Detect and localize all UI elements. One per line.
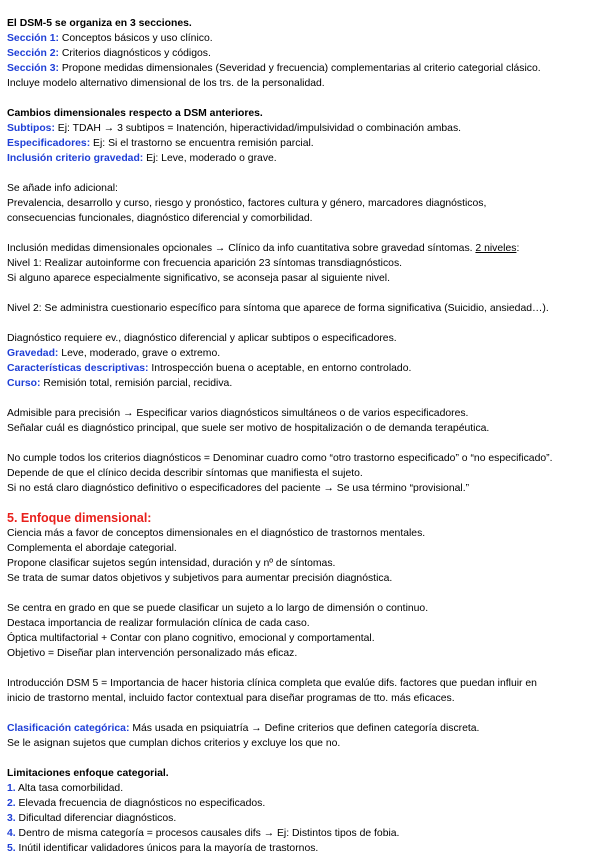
section-2-label: Sección 2: <box>7 48 59 59</box>
limitation-text: Dificultad diferenciar diagnósticos. <box>15 813 177 824</box>
course-label: Curso: <box>7 378 41 389</box>
categorical-label: Clasificación categórica: <box>7 723 130 734</box>
limitations-title: Limitaciones enfoque categorial. <box>7 768 169 779</box>
dimensional-changes-title: Cambios dimensionales respecto a DSM anteriores. <box>7 108 263 119</box>
limitation-item <box>7 796 600 811</box>
continuum-line-4: Objetivo = Diseñar plan intervención personalizado más eficaz. <box>7 648 298 659</box>
sections-title: El DSM-5 se organiza en 3 secciones. <box>7 18 192 29</box>
limitation-text: Elevada frecuencia de diagnósticos no especificados. <box>15 798 266 809</box>
section-1-label: Sección 1: <box>7 33 59 44</box>
dsm5-intro-line-2: inicio de trastorno mental, incluido factor contextual para diseñar programas de tto. más eficaces. <box>7 693 455 704</box>
limitation-item <box>7 826 600 841</box>
limitation-text: Inútil identificar validadores únicos para la mayoría de trastornos. <box>15 843 319 854</box>
severity-label: Inclusión criterio gravedad: <box>7 153 144 164</box>
descriptive-text: Introspección buena o aceptable, en entorno controlado. <box>148 363 412 374</box>
dimensional-line-2: Complementa el abordaje categorial. <box>7 543 177 554</box>
specifiers-line <box>7 136 600 151</box>
limitation-number: 3. <box>7 813 16 824</box>
limitation-text: Alta tasa comorbilidad. <box>15 783 124 794</box>
gravity-label: Gravedad: <box>7 348 59 359</box>
added-info-list-1: Prevalencia, desarrollo y curso, riesgo y pronóstico, factores cultura y género, marcadores diagnósticos, <box>7 198 487 209</box>
section-1-text: Conceptos básicos y uso clínico. <box>58 33 213 44</box>
limitation-number: 4. <box>7 828 16 839</box>
subtypes-line <box>7 121 600 136</box>
dimensional-line-3: Propone clasificar sujetos según intensidad, duración y nº de síntomas. <box>7 558 336 569</box>
subtypes-label: Subtipos: <box>7 123 55 134</box>
dsm5-intro-line-1: Introducción DSM 5 = Importancia de hacer historia clínica completa que evalúe difs. factores que puedan influir en <box>7 678 537 689</box>
optional-measures-line <box>7 241 600 256</box>
personality-model-note: Incluye modelo alternativo dimensional de los trs. de la personalidad. <box>7 78 325 89</box>
section-2-line <box>7 46 600 61</box>
severity-text: Ej: Leve, moderado o grave. <box>143 153 277 164</box>
gravity-text: Leve, moderado, grave o extremo. <box>58 348 221 359</box>
severity-line <box>7 151 600 166</box>
precision-line: Admisible para precisión → Especificar varios diagnósticos simultáneos o de varios especificadores. <box>7 408 469 419</box>
section-2-text: Criterios diagnósticos y códigos. <box>58 48 211 59</box>
level-1-line: Nivel 1: Realizar autoinforme con frecuencia aparición 23 síntomas transdiagnósticos. <box>7 258 403 269</box>
unspecified-line: No cumple todos los criterios diagnósticos = Denominar cuadro como “otro trastorno especificado” o “no especificado”. <box>7 453 553 464</box>
dimensional-line-4: Se trata de sumar datos objetivos y subjetivos para aumentar precisión diagnóstica. <box>7 573 393 584</box>
limitation-item <box>7 781 600 796</box>
diagnosis-requirements: Diagnóstico requiere ev., diagnóstico diferencial y aplicar subtipos o especificadores. <box>7 333 397 344</box>
colon-text: : <box>516 243 520 254</box>
course-line <box>7 376 600 391</box>
section-3-label: Sección 3: <box>7 63 59 74</box>
limitation-number: 1. <box>7 783 16 794</box>
section-3-line <box>7 61 600 76</box>
section-1-line <box>7 31 600 46</box>
categorical-text: Más usada en psiquiatría → Define criterios que definen categoría discreta. <box>129 723 480 734</box>
dimensional-approach-heading: 5. Enfoque dimensional: <box>7 511 152 525</box>
course-text: Remisión total, remisión parcial, recidiva. <box>40 378 233 389</box>
limitation-text: Dentro de misma categoría = procesos causales difs → Ej: Distintos tipos de fobia. <box>15 828 400 839</box>
categorical-line <box>7 721 600 736</box>
specifiers-label: Especificadores: <box>7 138 91 149</box>
level-1-followup: Si alguno aparece especialmente significativo, se aconseja pasar al siguiente nivel. <box>7 273 390 284</box>
limitation-number: 2. <box>7 798 16 809</box>
added-info-line: Se añade info adicional: <box>7 183 118 194</box>
two-levels-text: 2 niveles <box>475 243 517 254</box>
descriptive-label: Características descriptivas: <box>7 363 149 374</box>
optional-measures-text: Inclusión medidas dimensionales opcionales → Clínico da info cuantitativa sobre gravedad síntomas. <box>7 243 476 254</box>
limitation-number: 5. <box>7 843 16 854</box>
added-info-list-2: consecuencias funcionales, diagnóstico diferencial y comorbilidad. <box>7 213 313 224</box>
continuum-line-3: Óptica multifactorial + Contar con plano cognitivo, emocional y comportamental. <box>7 633 375 644</box>
principal-diagnosis-line: Señalar cuál es diagnóstico principal, que suele ser motivo de hospitalización o de demanda terapéutica. <box>7 423 490 434</box>
categorical-line-2: Se le asignan sujetos que cumplan dichos criterios y excluye los que no. <box>7 738 341 749</box>
section-3-text: Propone medidas dimensionales (Severidad y frecuencia) complementarias al criterio categorial clásico. <box>58 63 541 74</box>
level-2-line: Nivel 2: Se administra cuestionario específico para síntoma que aparece de forma significativa (Suicidio, ansiedad…). <box>7 303 549 314</box>
gravity-line <box>7 346 600 361</box>
descriptive-line <box>7 361 600 376</box>
continuum-line-1: Se centra en grado en que se puede clasificar un sujeto a lo largo de dimensión o continuo. <box>7 603 429 614</box>
limitation-item <box>7 841 600 856</box>
dimensional-line-1: Ciencia más a favor de conceptos dimensionales en el diagnóstico de trastornos mentales. <box>7 528 426 539</box>
continuum-line-2: Destaca importancia de realizar formulación clínica de cada caso. <box>7 618 310 629</box>
subtypes-text: Ej: TDAH → 3 subtipos = Inatención, hiperactividad/impulsividad o combinación ambas. <box>54 123 462 134</box>
clinician-line: Depende de que el clínico decida describir síntomas que manifiesta el sujeto. <box>7 468 363 479</box>
limitation-item <box>7 811 600 826</box>
specifiers-text: Ej: Si el trastorno se encuentra remisión parcial. <box>90 138 314 149</box>
provisional-line: Si no está claro diagnóstico definitivo o especificadores del paciente → Se usa término “provisional.” <box>7 483 470 494</box>
